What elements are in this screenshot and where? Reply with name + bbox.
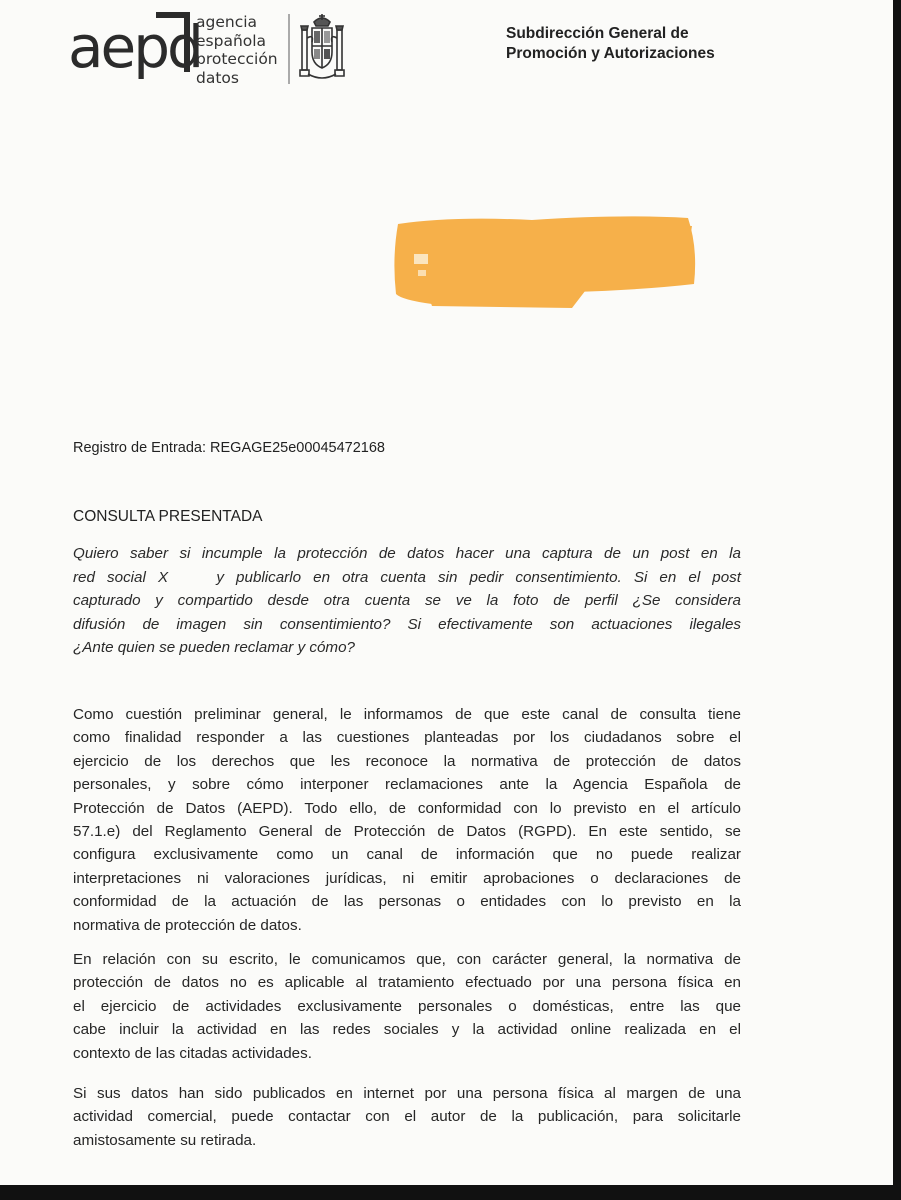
paragraph-line: como finalidad responder a las cuestiones planteadas por los ciudadanos sobre el (73, 729, 741, 747)
paragraph-preliminar (73, 703, 741, 937)
logo-line: agencia (196, 13, 258, 31)
paragraph-line: conformidad de la actuación de las personas o entidades con lo previsto en la (73, 893, 741, 911)
consulta-line: capturado y compartido desde otra cuenta se ve la foto de perfil ¿Se considera (73, 592, 741, 609)
logo-line: datos (196, 68, 239, 87)
registro-entrada: Registro de Entrada: REGAGE25e00045472168 (73, 440, 385, 456)
paragraph-retirada (73, 1082, 741, 1152)
photo-edge-bottom (0, 1185, 901, 1200)
paragraph-line: contexto de las citadas actividades. (73, 1044, 312, 1062)
paragraph-line: amistosamente su retirada. (73, 1131, 257, 1149)
consulta-line: red social X y publicarlo en otra cuenta sin pedir consentimiento. Si en el post (73, 568, 741, 586)
paragraph-line: Protección de Datos (AEPD). Todo ello, de conformidad con lo previsto en el artículo (73, 799, 741, 817)
department-line: Promoción y Autorizaciones (506, 45, 715, 62)
consulta-line: difusión de imagen sin consentimiento? Si efectivamente son actuaciones ilegales (73, 615, 741, 633)
paragraph-line: interpretaciones ni valoraciones jurídicas, ni emitir aprobaciones o declaraciones de (73, 869, 741, 887)
logo-line: española (196, 31, 267, 50)
logo-line: protección (196, 50, 278, 68)
paragraph-line: En relación con su escrito, le comunicamos que, con carácter general, la normativa de (73, 951, 741, 968)
paragraph-line: el ejercicio de actividades exclusivamente personales o domésticas, entre las que (73, 997, 741, 1015)
aepd-logo-wordmark: aepd (68, 13, 201, 81)
consulta-line: ¿Ante quien se pueden reclamar y cómo? (73, 639, 355, 656)
paragraph-line: configura exclusivamente como un canal de información que no puede realizar (73, 846, 741, 864)
paragraph-line: Como cuestión preliminar general, le informamos de que este canal de consulta tiene (73, 706, 741, 723)
consulta-line: Quiero saber si incumple la protección de datos hacer una captura de un post en la (73, 545, 741, 562)
header-divider (288, 14, 290, 84)
paragraph-line: cabe incluir la actividad en las redes sociales y la actividad online realizada en el (73, 1021, 741, 1039)
paragraph-line: normativa de protección de datos. (73, 916, 302, 934)
spain-coat-of-arms-icon (298, 12, 346, 84)
consulta-title: CONSULTA PRESENTADA (73, 508, 263, 525)
photo-edge-right (893, 0, 901, 1200)
paragraph-line: ejercicio de los derechos que les reconoce la normativa de protección de datos (73, 752, 741, 770)
paragraph-line: actividad comercial, puede contactar con el autor de la publicación, para solicitarle (73, 1108, 741, 1126)
redaction-mark (392, 208, 702, 320)
consulta-text (73, 542, 741, 660)
paragraph-line: Si sus datos han sido publicados en internet por una persona física al margen de una (73, 1085, 741, 1102)
paragraph-line: personales, y sobre cómo interponer reclamaciones ante la Agencia Española de (73, 776, 741, 794)
aepd-logo-text (196, 13, 278, 87)
aepd-logo-bracket (156, 12, 190, 72)
department-line: Subdirección General de (506, 25, 689, 42)
department-name (506, 24, 715, 64)
paragraph-relacion (73, 948, 741, 1065)
paragraph-line: 57.1.e) del Reglamento General de Protección de Datos (RGPD). En este sentido, se (73, 823, 741, 841)
paragraph-line: protección de datos no es aplicable al tratamiento efectuado por una persona física en (73, 974, 741, 992)
